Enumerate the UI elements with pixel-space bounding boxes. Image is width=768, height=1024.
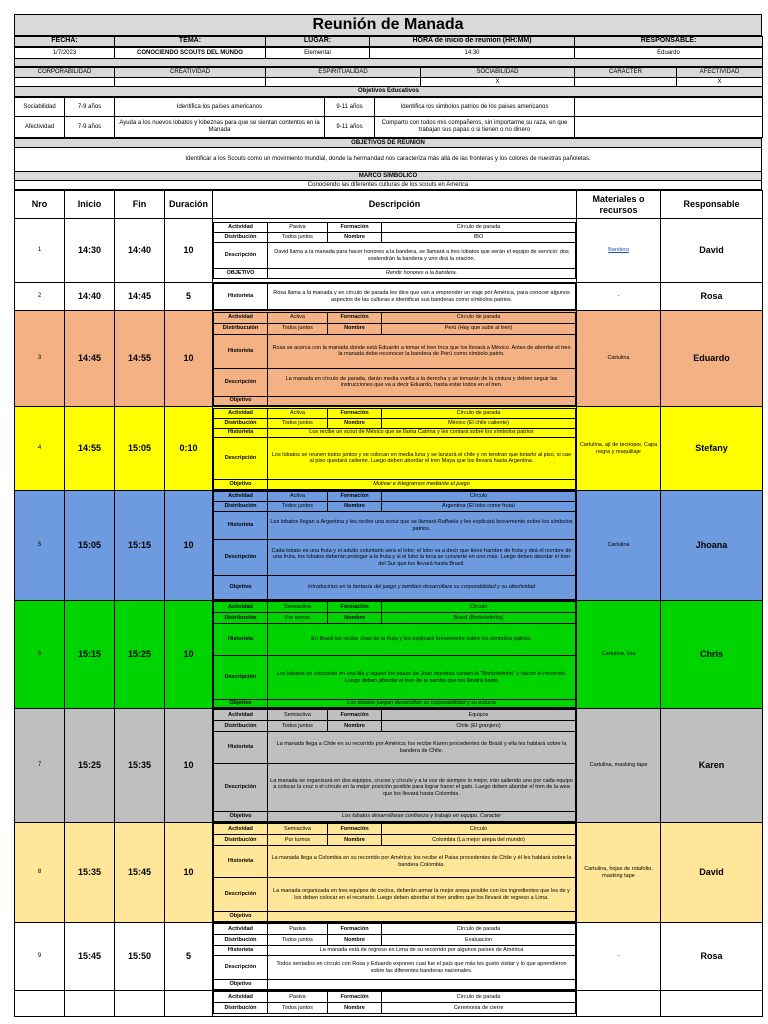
activity-distribucion: Todos juntos	[268, 502, 328, 512]
activity-distribucion: Todos juntos	[268, 418, 328, 428]
activity-duracion: 10	[165, 823, 213, 923]
label-objetivo: Objetivo	[214, 980, 268, 990]
label-formacion: Formación	[328, 312, 382, 323]
mark-corporabilidad	[15, 78, 115, 87]
activity-inicio: 15:15	[65, 601, 115, 709]
label-historieta: Historieta	[214, 846, 268, 878]
activity-descripcion: La manada organizada en tres equipos de cocina, deberán armar la mejor arepa posible con los ingredientes que les de y los deben colocar en el recetario. Luego deben abordar el tren andino que los llevará de regreso a Lima.	[268, 878, 576, 912]
activity-duracion: 0:10	[165, 407, 213, 491]
activity-responsable: Stefany	[661, 407, 763, 491]
activity-objetivo	[268, 912, 576, 922]
lugar-value: Elemental	[266, 48, 370, 59]
mark-afectividad: X	[677, 78, 763, 87]
activity-formacion: Círculo	[382, 492, 576, 502]
label-nombre: Nombre	[328, 935, 382, 946]
activity-nombre: Evaluacion	[382, 935, 576, 946]
label-descripcion: Descripción	[214, 243, 268, 269]
activity-row	[15, 219, 763, 283]
label-historieta: Historieta	[214, 732, 268, 764]
label-historieta: Historieta	[214, 624, 268, 656]
activity-materiales: Cartulina, tiza	[577, 601, 661, 709]
activity-distribucion: Todos juntos	[268, 721, 328, 732]
activity-row	[15, 923, 763, 991]
activity-inicio: 15:45	[65, 923, 115, 991]
label-actividad: Actividad	[214, 824, 268, 835]
activity-nombre: Perú (Hay que subir al tren)	[382, 323, 576, 334]
label-formacion: Formación	[328, 992, 382, 1003]
label-actividad: Actividad	[214, 992, 268, 1003]
activity-responsable: Rosa	[661, 923, 763, 991]
activity-row	[15, 311, 763, 407]
label-formacion: Formación	[328, 924, 382, 935]
activity-type: Activa	[268, 492, 328, 502]
activity-formacion: Círculo	[382, 824, 576, 835]
activity-fin: 14:40	[115, 219, 165, 283]
activity-descripcion: David llama a la manada para hacer honores a la bandera, se llamará a tres lobatos que serán el equipo de servicio: dos sostendrán la bandera y uno dirá la oración.	[268, 243, 576, 269]
activity-fin: 15:05	[115, 407, 165, 491]
activity-nro: 2	[15, 283, 65, 311]
activity-materiales: Cartulina, ají de tecnopor, Capa negra y maquillaje	[577, 407, 661, 491]
activity-duracion: 5	[165, 923, 213, 991]
label-descripcion: Descripción	[214, 437, 268, 479]
label-distribucion: Distribución	[214, 935, 268, 946]
label-historieta: Historieta	[214, 512, 268, 540]
edu-area: Afectividad	[15, 117, 65, 138]
activity-historieta: La manada llega a Colombia en su recorrido por América; los recibe el Paisa procedentes de Chile y él les hablará sobre la bandera Colombia.	[268, 846, 576, 878]
activity-historieta: Rosa llama a la manada y en círculo de parada les dice que van a emprender un viaje por América, para conocer algunos aspectos de las culturas e identificar sus banderas como símbolos patrios.	[268, 284, 576, 310]
activity-responsable: David	[661, 823, 763, 923]
activity-responsable: David	[661, 219, 763, 283]
activity-type: Pasiva	[268, 924, 328, 935]
activity-distribucion: Todos juntos	[268, 233, 328, 243]
activity-inicio: 14:30	[65, 219, 115, 283]
activity-nro: 6	[15, 601, 65, 709]
activity-materiales: Cartulina	[577, 311, 661, 407]
activity-nro: 1	[15, 219, 65, 283]
activity-nro: 5	[15, 491, 65, 601]
activity-formacion: Círculo de parada	[382, 924, 576, 935]
activity-row	[15, 709, 763, 823]
activity-duracion: 10	[165, 491, 213, 601]
reunion-table	[14, 138, 762, 190]
activity-historieta: La manada llega a Chile en su recorrido por América; los recibe Karen procedentes de Brasil y ella les hablará sobre la bandera de Chile.	[268, 732, 576, 764]
activity-inicio: 15:35	[65, 823, 115, 923]
label-objetivo: Objetivo	[214, 700, 268, 708]
label-distribucion: Distribución	[214, 613, 268, 624]
fecha-value: 1/7/2023	[15, 48, 115, 59]
activity-descripcion: La manada en círculo de parada, darán media vuelta a la derecha y se tomarán de la cintura y deben seguir las instrucciones que va a decir Eduardo, hasta estar todos en el tren.	[268, 368, 576, 396]
activity-historieta: Los recibe un scout de México que se llama Catrina y les contará sobre los símbolos patrios	[268, 428, 576, 437]
activity-responsable: Jhoana	[661, 491, 763, 601]
label-distribucion: Distribución	[214, 233, 268, 243]
label-objetivo: Objetivo	[214, 479, 268, 489]
activity-fin: 15:15	[115, 491, 165, 601]
label-descripcion: Descripción	[214, 656, 268, 700]
activity-nombre: IBO	[382, 233, 576, 243]
col-fin: Fin	[115, 191, 165, 219]
edu-age: 7-9 años	[65, 98, 115, 117]
activity-duracion: 10	[165, 311, 213, 407]
activity-formacion: Círculo de parada	[382, 312, 576, 323]
activity-nro: 4	[15, 407, 65, 491]
activity-nombre: Chile (El granjero)	[382, 721, 576, 732]
label-historieta: Historieta	[214, 334, 268, 368]
activity-formacion: Círculo	[382, 602, 576, 613]
page-title: Reunión de Manada	[14, 14, 762, 36]
label-nombre: Nombre	[328, 1003, 382, 1014]
label-distribucion: Distribución	[214, 835, 268, 846]
marco-simbolico-title: MARCO SIMBOLICO	[15, 172, 762, 181]
label-objetivo: Objetivo	[214, 912, 268, 922]
activity-type: Semiactiva	[268, 824, 328, 835]
activity-row	[15, 491, 763, 601]
marco-simbolico-text: Conociendo las diferentes culturas de los scouts en America	[15, 181, 762, 190]
label-objetivo: Objetivo	[214, 396, 268, 405]
edu-age: 7-9 años	[65, 117, 115, 138]
objetivos-reunion-title: OBJETIVOS DE REUNION	[15, 139, 762, 148]
activity-inicio: 15:25	[65, 709, 115, 823]
educativos-table	[14, 97, 763, 138]
area-sociabilidad: SOCIABILIDAD	[421, 68, 575, 78]
activity-inicio: 14:55	[65, 407, 115, 491]
label-descripcion: Descripción	[214, 764, 268, 812]
edu-obj: Identifica los países americanos	[115, 98, 325, 117]
mark-sociabilidad: X	[421, 78, 575, 87]
area-espiritualidad: ESPIRITUALIDAD	[266, 68, 421, 78]
label-nombre: Nombre	[328, 233, 382, 243]
activity-responsable: Karen	[661, 709, 763, 823]
activity-type: Pasiva	[268, 223, 328, 233]
activity-formacion: Círculo de parada	[382, 992, 576, 1003]
activities-table	[14, 190, 763, 1017]
label-distribucion: Distribucuión	[214, 323, 268, 334]
area-caracter: CARÁCTER	[575, 68, 677, 78]
activity-objetivo: Motivar e integrarnos mediante el juego	[268, 479, 576, 489]
activity-nro: 9	[15, 923, 65, 991]
activity-nombre: México (El chile caliente)	[382, 418, 576, 428]
bandera-link[interactable]: Bandera	[608, 247, 629, 254]
label-descripcion: Descripción	[214, 878, 268, 912]
info-table	[14, 36, 763, 47]
activity-distribucion: Todos juntos	[268, 935, 328, 946]
activity-descripcion: Los lobatos se reunen todos juntos y se colocan en media luna y se lanzará el chile y no tendran que botarlo al piso, si cae al piso quedará caliente. Luego deben abordar el tren Maya que los llevará hasta Argentina.	[268, 437, 576, 479]
label-formacion: Formación	[328, 710, 382, 721]
edu-age2: 9-11 años	[325, 98, 375, 117]
area-creatividad: CREATIVIDAD	[115, 68, 266, 78]
activity-type: Semiactiva	[268, 602, 328, 613]
activity-historieta: Rosa se acerca con la manada donde está Eduardo a tomar el tren Inca que los llevará a México. Antes de abordar el tren la manada debe reconocer la bandera de Perú como símbolo patrio.	[268, 334, 576, 368]
label-objetivo: Objetivo	[214, 576, 268, 600]
edu-obj2: Comparto con todos mis compañeros, sin importarme su raza, en que trabajan sus papas o si tienen o no dinero	[375, 117, 575, 138]
label-nombre: Nombre	[328, 721, 382, 732]
objetivos-reunion-text: Identificar a los Scouts como un movimiento mundial, donde la hermandad nos caracteriza más allá de las fronteras y los colores de nuestras pañoletas.	[15, 148, 762, 172]
activity-distribucion: Todos juntos	[268, 323, 328, 334]
activity-descripcion: La manada se organizará en dos equipos, cruces y círculo y a la voz de siempre lo mejor, irán saliendo uno por cada equipo a colocar la cruz o el círculo en la mejor posición posible para lograr hacer el gato. Luego deben abordar el tren de la wea que los llevará hasta Colombia.	[268, 764, 576, 812]
activity-fin: 15:25	[115, 601, 165, 709]
objetivos-educativos-title: Objetivos Educativos	[15, 87, 763, 97]
activity-nombre: Brasil (Borboletinha)	[382, 613, 576, 624]
col-duracion: Duración	[165, 191, 213, 219]
activity-descripcion: Todos sentados en círculo con Rosa y Eduardo exponen cual fue el país que más les gustó visitar y lo que aprendieron sobre las diferentes banderas nacionales.	[268, 956, 576, 980]
activity-formacion: Círculo de parada	[382, 408, 576, 418]
activity-materiales: Cartulina	[577, 491, 661, 601]
label-historieta: Historieta	[214, 284, 268, 310]
mark-caracter	[575, 78, 677, 87]
label-nombre: Nombre	[328, 835, 382, 846]
activity-objetivo: Rendir honores a la bandera.	[268, 269, 576, 279]
label-formacion: Formación	[328, 602, 382, 613]
edu-area: Sociabilidad	[15, 98, 65, 117]
activity-type: Activa	[268, 408, 328, 418]
label-actividad: Actividad	[214, 710, 268, 721]
activity-materiales: Cartulina, hojas de rotafolio, masking tape	[577, 823, 661, 923]
activity-inicio: 15:05	[65, 491, 115, 601]
hora-value: 14:30	[370, 48, 575, 59]
label-distribucion: Distribución	[214, 721, 268, 732]
edu-age2: 9-11 años	[325, 117, 375, 138]
activity-fin: 14:55	[115, 311, 165, 407]
activity-materiales: -	[577, 923, 661, 991]
label-nombre: Nombre	[328, 502, 382, 512]
label-formacion: Formación	[328, 408, 382, 418]
activity-formacion: Círculo de parada	[382, 223, 576, 233]
activity-row	[15, 823, 763, 923]
label-formacion: Formación	[328, 824, 382, 835]
label-nombre: Nombre	[328, 323, 382, 334]
label-objetivo: OBJETIVO	[214, 269, 268, 279]
activity-descripcion: Los lobatos se colocarán en una fila y siguen los pasos de Joao mientras cantan la "Borboletinha" y hacen el recorrido. Luego deben abordar el tren de la samba que los llevará hasta	[268, 656, 576, 700]
activity-objetivo: Introducirlos en la fantasía del juego y tambien desarrollara su corporabilidad y su afectividad	[268, 576, 576, 600]
activity-nro: 8	[15, 823, 65, 923]
tema-value: CONOCIENDO SCOUTS DEL MUNDO	[115, 48, 266, 59]
activity-row	[15, 991, 763, 1017]
fecha-header: FECHA:	[15, 37, 115, 47]
lugar-header: LUGAR:	[266, 37, 370, 47]
activity-duracion: 10	[165, 709, 213, 823]
col-nro: Nro	[15, 191, 65, 219]
planning-sheet	[14, 14, 762, 1017]
mark-espiritualidad	[266, 78, 421, 87]
area-afectividad: AFECTIVIDAD	[677, 68, 763, 78]
col-materiales: Materiales o recursos	[577, 191, 661, 219]
activity-objetivo: Los lobatos desarrollaran confianza y trabajo en equipo. Caracter	[268, 812, 576, 822]
col-inicio: Inicio	[65, 191, 115, 219]
label-historieta: Historieta	[214, 946, 268, 956]
activity-fin: 15:35	[115, 709, 165, 823]
activity-inicio: 14:45	[65, 311, 115, 407]
info-values	[14, 47, 763, 67]
tema-header: TEMA:	[115, 37, 266, 47]
activity-row	[15, 407, 763, 491]
activity-nombre: Argentina (El lobo come fruta)	[382, 502, 576, 512]
activity-distribucion: Por turnos	[268, 613, 328, 624]
label-descripcion: Descripción	[214, 368, 268, 396]
label-actividad: Actividad	[214, 924, 268, 935]
activity-distribucion: Por turnos	[268, 835, 328, 846]
label-nombre: Nombre	[328, 418, 382, 428]
activity-objetivo: Los lobatos juegan desarrollan su corporabilidad y su astucia	[268, 700, 576, 708]
activity-type: Pasiva	[268, 992, 328, 1003]
activity-objetivo	[268, 980, 576, 990]
col-responsable: Responsable	[661, 191, 763, 219]
activity-responsable: Rosa	[661, 283, 763, 311]
label-formacion: Formación	[328, 223, 382, 233]
area-corporabilidad: CORPORABILIDAD	[15, 68, 115, 78]
activity-type: Semiactiva	[268, 710, 328, 721]
activity-type: Activa	[268, 312, 328, 323]
activity-historieta: En Brasil los recibe Joao de la fruta y les explicará brevemente sobre los símbolos patrios.	[268, 624, 576, 656]
label-distribucion: Distribución	[214, 418, 268, 428]
label-actividad: Actividad	[214, 492, 268, 502]
activity-inicio: 14:40	[65, 283, 115, 311]
activity-nombre: Ceremonia de cierre	[382, 1003, 576, 1014]
areas-table	[14, 67, 763, 97]
label-descripcion: Descripción	[214, 956, 268, 980]
label-distribucion: Distribución	[214, 502, 268, 512]
activity-fin: 15:50	[115, 923, 165, 991]
activity-nombre: Colombia (La mejor arepa del mundo)	[382, 835, 576, 846]
edu-obj2: Identifica los simbolos patrios de los paises americanos	[375, 98, 575, 117]
activity-historieta: La manada está de regreso en Lima de su recorrido por algunos países de América	[268, 946, 576, 956]
activity-nro: 3	[15, 311, 65, 407]
activity-row	[15, 283, 763, 311]
label-nombre: Nombre	[328, 613, 382, 624]
activity-fin: 14:45	[115, 283, 165, 311]
hora-header: HORA de inicio de reunion (HH:MM)	[370, 37, 575, 47]
label-descripcion: Descripción	[214, 540, 268, 576]
activity-duracion: 5	[165, 283, 213, 311]
activity-responsable: Eduardo	[661, 311, 763, 407]
label-actividad: Actividad	[214, 223, 268, 233]
responsable-value: Eduardo	[575, 48, 763, 59]
col-descripcion: Descripción	[213, 191, 577, 219]
activity-formacion: Equipos	[382, 710, 576, 721]
activity-row	[15, 601, 763, 709]
activity-fin: 15:45	[115, 823, 165, 923]
activity-nro: 7	[15, 709, 65, 823]
label-actividad: Actividad	[214, 312, 268, 323]
mark-creatividad	[115, 78, 266, 87]
edu-obj: Ayuda a los nuevos lobatos y lobeznas para que se sientan contentos en la Manada	[115, 117, 325, 138]
activity-historieta: Los lobatos llegan a Argentina y les recibe una scout que se llamará Raffaela y les explicará brevemente sobre los símbolos patrios.	[268, 512, 576, 540]
label-formacion: Formación	[328, 492, 382, 502]
activity-duracion: 10	[165, 601, 213, 709]
label-objetivo: Objetivo	[214, 812, 268, 822]
activity-descripcion: Cada lobato es una fruta y el adulto voluntario será el lobo; el lobo va a decir que tiene hambre de fruta y dirá el nombre de una fruta, los lobatos deberán proteger a la fruta y si el lobo la toca se convierte en uno más. Luego deben abordar el tren del Sur que los llevará hasta Brasil.	[268, 540, 576, 576]
label-actividad: Actividad	[214, 408, 268, 418]
activity-distribucion: Todos juntos	[268, 1003, 328, 1014]
activity-responsable: Chris	[661, 601, 763, 709]
activity-materiales: -	[577, 283, 661, 311]
label-actividad: Actividad	[214, 602, 268, 613]
label-distribucion: Distribución	[214, 1003, 268, 1014]
label-historieta: Historieta	[214, 428, 268, 437]
responsable-header: RESPONSABLE:	[575, 37, 763, 47]
activity-objetivo	[268, 396, 576, 405]
activity-duracion: 10	[165, 219, 213, 283]
activity-materiales: Cartulina, masking tape	[577, 709, 661, 823]
